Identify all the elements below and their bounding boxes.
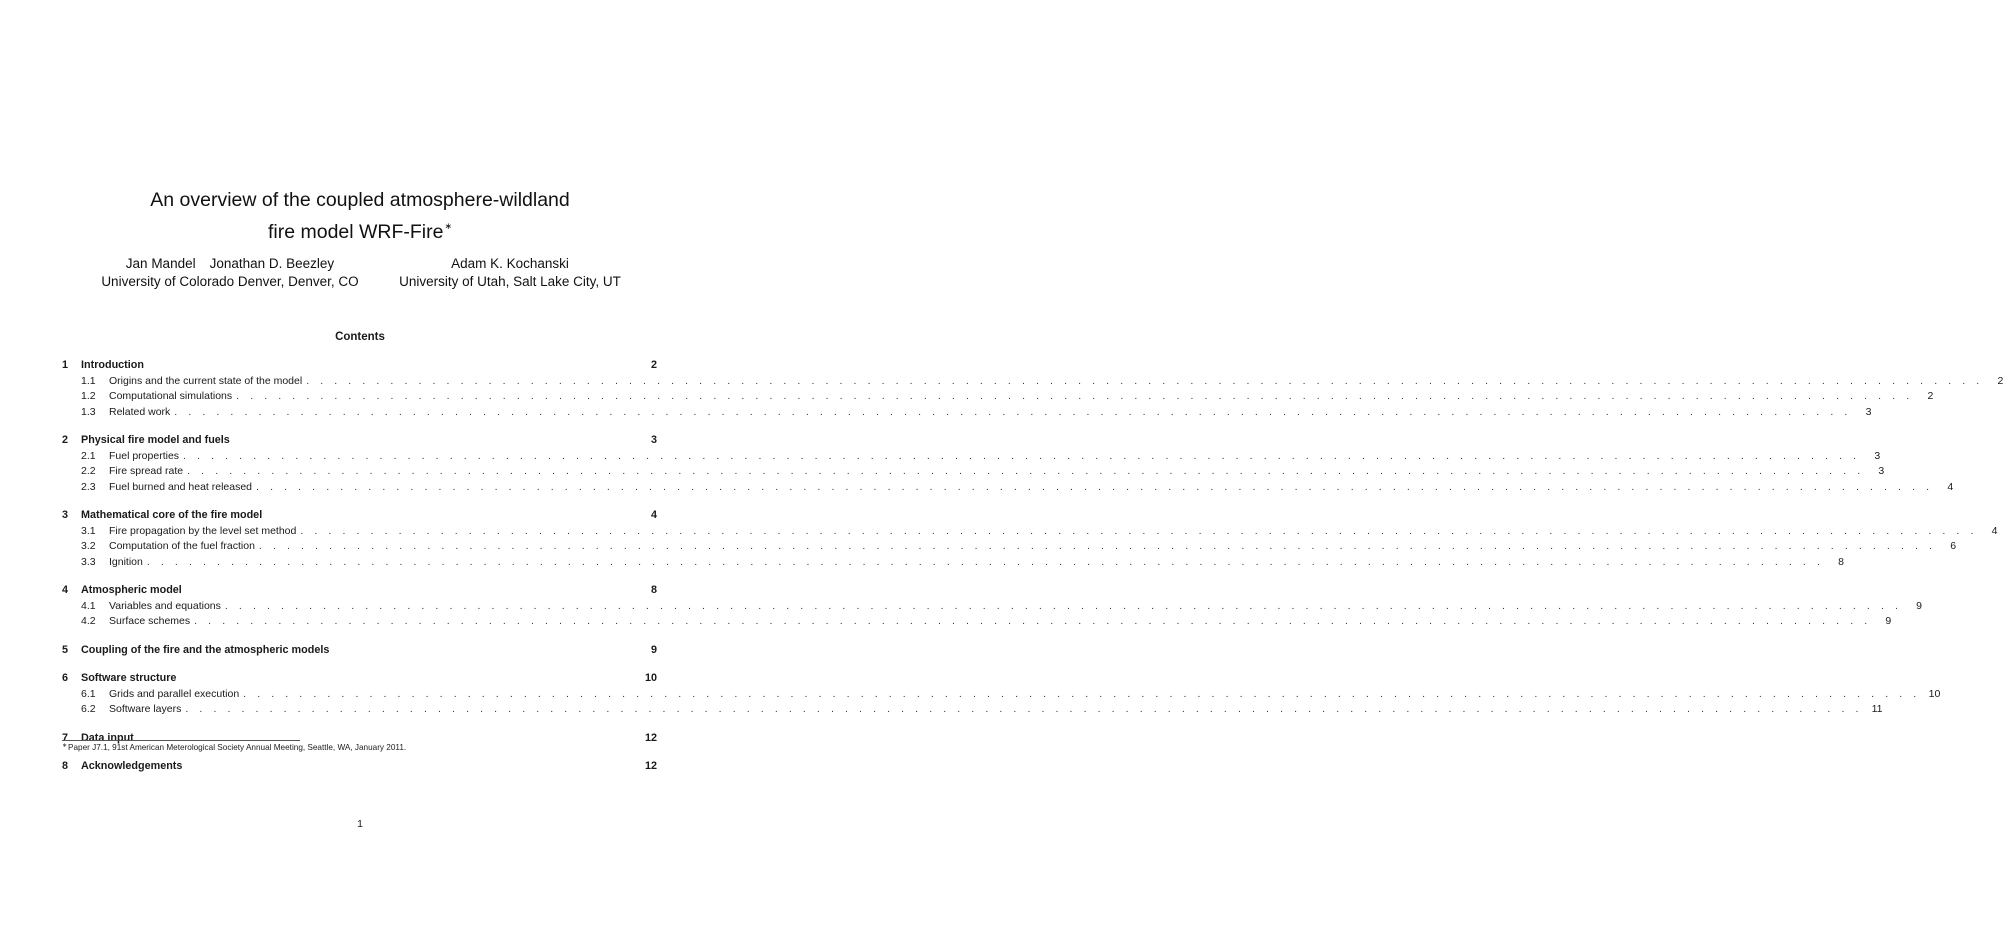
toc-subsection-number: 2.1 — [81, 449, 96, 462]
toc-chapter-number: 6 — [62, 672, 69, 684]
author-names-colorado — [90, 255, 370, 273]
toc-chapter-number: 2 — [62, 434, 69, 446]
toc-dot-leader: . . . . . . . . . . . . . . . . . . . . . . . . . . . . . . . . . . . . . . . . . . . . . . . . . . . . . . . . . . . . . . . . . . . . . . . . . . . . . . . . . . . . . . . . . . . . . . . . . . . . . . . . . . . . . . . . . . . . . . . . — [258, 540, 1937, 552]
toc-subsection-number: 2.3 — [81, 480, 96, 493]
title-line-2 — [0, 213, 720, 245]
toc-section — [62, 671, 1941, 718]
toc-subsection-title: Grids and parallel execution — [109, 687, 240, 700]
toc-section — [62, 643, 657, 659]
title-line-2-text: fire model WRF-Fire — [267, 221, 444, 243]
toc-section — [62, 358, 2003, 420]
toc-subsection-number: 6.1 — [81, 687, 96, 700]
author-name: Adam K. Kochanski — [451, 256, 569, 271]
footnote-mark: ∗ — [62, 743, 68, 749]
toc-section — [62, 508, 1998, 570]
page-number: 1 — [357, 818, 363, 830]
toc-chapter-page: 12 — [644, 760, 657, 772]
author-name: Jan Mandel — [125, 256, 196, 271]
toc-subsection-entry[interactable] — [62, 702, 1883, 718]
toc-subsection-entry[interactable] — [62, 480, 1954, 496]
title-line-1: An overview of the coupled atmosphere-wildland — [150, 189, 570, 211]
toc-chapter-entry[interactable] — [62, 508, 657, 524]
toc-subsection-number: 3.1 — [81, 524, 96, 537]
toc-dot-leader: . . . . . . . . . . . . . . . . . . . . . . . . . . . . . . . . . . . . . . . . . . . . . . . . . . . . . . . . . . . . . . . . . . . . . . . . . . . . . . . . . . . . . . . . . . . . . . . . . . . . . . . . . . . . . . . . . . . . . . . . — [236, 390, 1914, 402]
toc-subsection-entry[interactable] — [62, 389, 1934, 405]
toc-chapter-page: 4 — [650, 509, 657, 521]
toc-dot-leader: . . . . . . . . . . . . . . . . . . . . . . . . . . . . . . . . . . . . . . . . . . . . . . . . . . . . . . . . . . . . . . . . . . . . . . . . . . . . . . . . . . . . . . . . . . . . . . . . . . . . . . . . . . . . . . . . . . . . . . . . — [183, 449, 1861, 462]
toc-dot-leader: . . . . . . . . . . . . . . . . . . . . . . . . . . . . . . . . . . . . . . . . . . . . . . . . . . . . . . . . . . . . . . . . . . . . . . . . . . . . . . . . . . . . . . . . . . . . . . . . . . . . . . . . . . . . . . . . . . . . . . . . — [174, 405, 1852, 418]
toc-chapter-title: Atmospheric model — [81, 584, 182, 596]
toc-chapter-page: 12 — [644, 731, 657, 744]
toc-subsection-page: 4 — [1947, 480, 1954, 493]
toc-chapter-title: Introduction — [81, 359, 144, 371]
toc-chapter-page: 10 — [644, 672, 657, 684]
toc-subsection-title: Surface schemes — [109, 615, 191, 627]
toc-chapter-number: 4 — [62, 584, 69, 596]
toc-chapter-entry[interactable] — [62, 671, 657, 687]
toc-subsection-title: Ignition — [109, 555, 143, 568]
toc-chapter-page: 8 — [650, 584, 657, 596]
toc-subsection-number: 4.2 — [81, 615, 96, 627]
toc-chapter-title: Software structure — [81, 672, 177, 684]
author-affiliation: University of Utah, Salt Lake City, UT — [399, 274, 621, 289]
toc-subsection-entry[interactable] — [62, 599, 1923, 615]
toc-chapter-number: 5 — [62, 643, 69, 656]
footnote — [62, 742, 406, 752]
toc-subsection-number: 1.1 — [81, 374, 96, 387]
toc-dot-leader: . . . . . . . . . . . . . . . . . . . . . . . . . . . . . . . . . . . . . . . . . . . . . . . . . . . . . . . . . . . . . . . . . . . . . . . . . . . . . . . . . . . . . . . . . . . . . . . . . . . . . . . . . . . . . . . . . . . . . . . . — [185, 703, 1863, 715]
toc-subsection-page: 3 — [1865, 405, 1872, 418]
footnote-text: Paper J7.1, 91st American Meterological Society Annual Meeting, Seattle, WA, January 2011. — [68, 743, 407, 752]
toc-subsection-title: Related work — [109, 405, 171, 418]
toc-chapter-number: 8 — [62, 760, 69, 772]
toc-chapter-entry[interactable] — [62, 759, 657, 775]
toc-subsection-page: 10 — [1928, 687, 1941, 700]
toc-subsection-page: 4 — [1991, 524, 1998, 537]
toc-subsection-entry[interactable] — [62, 687, 1941, 703]
toc-chapter-page: 2 — [650, 359, 657, 371]
toc-subsection-title: Computational simulations — [109, 390, 233, 402]
toc-dot-leader: . . . . . . . . . . . . . . . . . . . . . . . . . . . . . . . . . . . . . . . . . . . . . . . . . . . . . . . . . . . . . . . . . . . . . . . . . . . . . . . . . . . . . . . . . . . . . . . . . . . . . . . . . . . . . . . . . . . . . . . . — [146, 555, 1824, 568]
toc-chapter-number: 7 — [62, 731, 69, 744]
toc-chapter-number: 1 — [62, 359, 69, 371]
toc-subsection-page: 2 — [1997, 374, 2003, 387]
toc-chapter-page: 9 — [650, 643, 657, 656]
toc-dot-leader: . . . . . . . . . . . . . . . . . . . . . . . . . . . . . . . . . . . . . . . . . . . . . . . . . . . . . . . . . . . . . . . . . . . . . . . . . . . . . . . . . . . . . . . . . . . . . . . . . . . . . . . . . . . . . . . . . . . . . . . . — [256, 480, 1934, 493]
author-name: Jonathan D. Beezley — [209, 256, 335, 271]
toc-subsection-number: 1.3 — [81, 405, 96, 418]
toc-chapter-number: 3 — [62, 509, 69, 521]
paper-title — [0, 187, 720, 245]
toc-dot-leader: . . . . . . . . . . . . . . . . . . . . . . . . . . . . . . . . . . . . . . . . . . . . . . . . . . . . . . . . . . . . . . . . . . . . . . . . . . . . . . . . . . . . . . . . . . . . . . . . . . . . . . . . . . . . . . . . . . . . . . . . — [194, 615, 1872, 627]
toc-chapter-page: 3 — [650, 434, 657, 446]
toc-dot-leader: . . . . . . . . . . . . . . . . . . . . . . . . . . . . . . . . . . . . . . . . . . . . . . . . . . . . . . . . . . . . . . . . . . . . . . . . . . . . . . . . . . . . . . . . . . . . . . . . . . . . . . . . . . . . . . . . . . . . . . . . — [306, 374, 1984, 387]
toc-subsection-title: Variables and equations — [109, 599, 221, 612]
toc-subsection-number: 1.2 — [81, 390, 96, 402]
toc-chapter-entry[interactable] — [62, 583, 657, 599]
toc-subsection-page: 2 — [1927, 390, 1934, 402]
author-affiliation: University of Colorado Denver, Denver, CO — [101, 274, 359, 289]
toc-subsection-page: 8 — [1838, 555, 1844, 568]
toc-subsection-entry[interactable] — [62, 524, 1998, 540]
toc-subsection-page: 9 — [1916, 599, 1923, 612]
toc-subsection-entry[interactable] — [62, 449, 1881, 465]
toc-subsection-title: Fire spread rate — [109, 465, 184, 477]
toc-dot-leader: . . . . . . . . . . . . . . . . . . . . . . . . . . . . . . . . . . . . . . . . . . . . . . . . . . . . . . . . . . . . . . . . . . . . . . . . . . . . . . . . . . . . . . . . . . . . . . . . . . . . . . . . . . . . . . . . . . . . . . . . — [187, 465, 1865, 477]
toc-dot-leader: . . . . . . . . . . . . . . . . . . . . . . . . . . . . . . . . . . . . . . . . . . . . . . . . . . . . . . . . . . . . . . . . . . . . . . . . . . . . . . . . . . . . . . . . . . . . . . . . . . . . . . . . . . . . . . . . . . . . . . . . — [243, 687, 1921, 700]
toc-subsection-entry[interactable] — [62, 555, 1844, 571]
toc-subsection-entry[interactable] — [62, 374, 2003, 390]
toc-chapter-title: Coupling of the fire and the atmospheric models — [81, 643, 330, 656]
title-footnote-mark: ∗ — [444, 221, 453, 231]
toc-subsection-number: 3.3 — [81, 555, 96, 568]
toc-subsection-title: Computation of the fuel fraction — [109, 540, 255, 552]
toc-dot-leader: . . . . . . . . . . . . . . . . . . . . . . . . . . . . . . . . . . . . . . . . . . . . . . . . . . . . . . . . . . . . . . . . . . . . . . . . . . . . . . . . . . . . . . . . . . . . . . . . . . . . . . . . . . . . . . . . . . . . . . . . — [224, 599, 1903, 612]
author-block-colorado — [90, 255, 370, 291]
toc-subsection-entry[interactable] — [62, 539, 1957, 555]
toc-subsection-title: Fuel properties — [109, 449, 180, 462]
toc-subsection-number: 3.2 — [81, 540, 96, 552]
toc-subsection-entry[interactable] — [62, 464, 1885, 480]
toc-chapter-title: Data input — [81, 731, 134, 744]
author-block-utah — [390, 255, 630, 291]
toc-chapter-entry[interactable] — [62, 358, 657, 374]
toc-chapter-title: Physical fire model and fuels — [81, 434, 230, 446]
toc-chapter-entry[interactable] — [62, 643, 657, 659]
contents-heading: Contents — [335, 331, 385, 343]
toc-subsection-page: 3 — [1874, 449, 1881, 462]
toc-dot-leader: . . . . . . . . . . . . . . . . . . . . . . . . . . . . . . . . . . . . . . . . . . . . . . . . . . . . . . . . . . . . . . . . . . . . . . . . . . . . . . . . . . . . . . . . . . . . . . . . . . . . . . . . . . . . . . . . . . . . . . . . — [300, 524, 1978, 537]
toc-section — [62, 583, 1923, 630]
toc-subsection-page: 3 — [1878, 465, 1885, 477]
toc-section — [62, 433, 1954, 495]
toc-subsection-number: 6.2 — [81, 703, 96, 715]
toc-subsection-page: 11 — [1871, 703, 1883, 715]
toc-chapter-title: Acknowledgements — [81, 760, 183, 772]
toc-subsection-number: 2.2 — [81, 465, 96, 477]
toc-subsection-title: Fire propagation by the level set method — [109, 524, 297, 537]
toc-subsection-number: 4.1 — [81, 599, 96, 612]
toc-subsection-page: 9 — [1885, 615, 1892, 627]
toc-section — [62, 759, 657, 775]
table-of-contents — [62, 358, 2003, 788]
toc-subsection-title: Origins and the current state of the model — [109, 374, 303, 387]
toc-subsection-title: Fuel burned and heat released — [109, 480, 253, 493]
toc-subsection-page: 6 — [1950, 540, 1957, 552]
footnote-divider — [62, 740, 300, 741]
toc-subsection-entry[interactable] — [62, 405, 1872, 421]
toc-subsection-title: Software layers — [109, 703, 182, 715]
toc-chapter-title: Mathematical core of the fire model — [81, 509, 263, 521]
toc-subsection-entry[interactable] — [62, 614, 1892, 630]
toc-chapter-entry[interactable] — [62, 433, 657, 449]
